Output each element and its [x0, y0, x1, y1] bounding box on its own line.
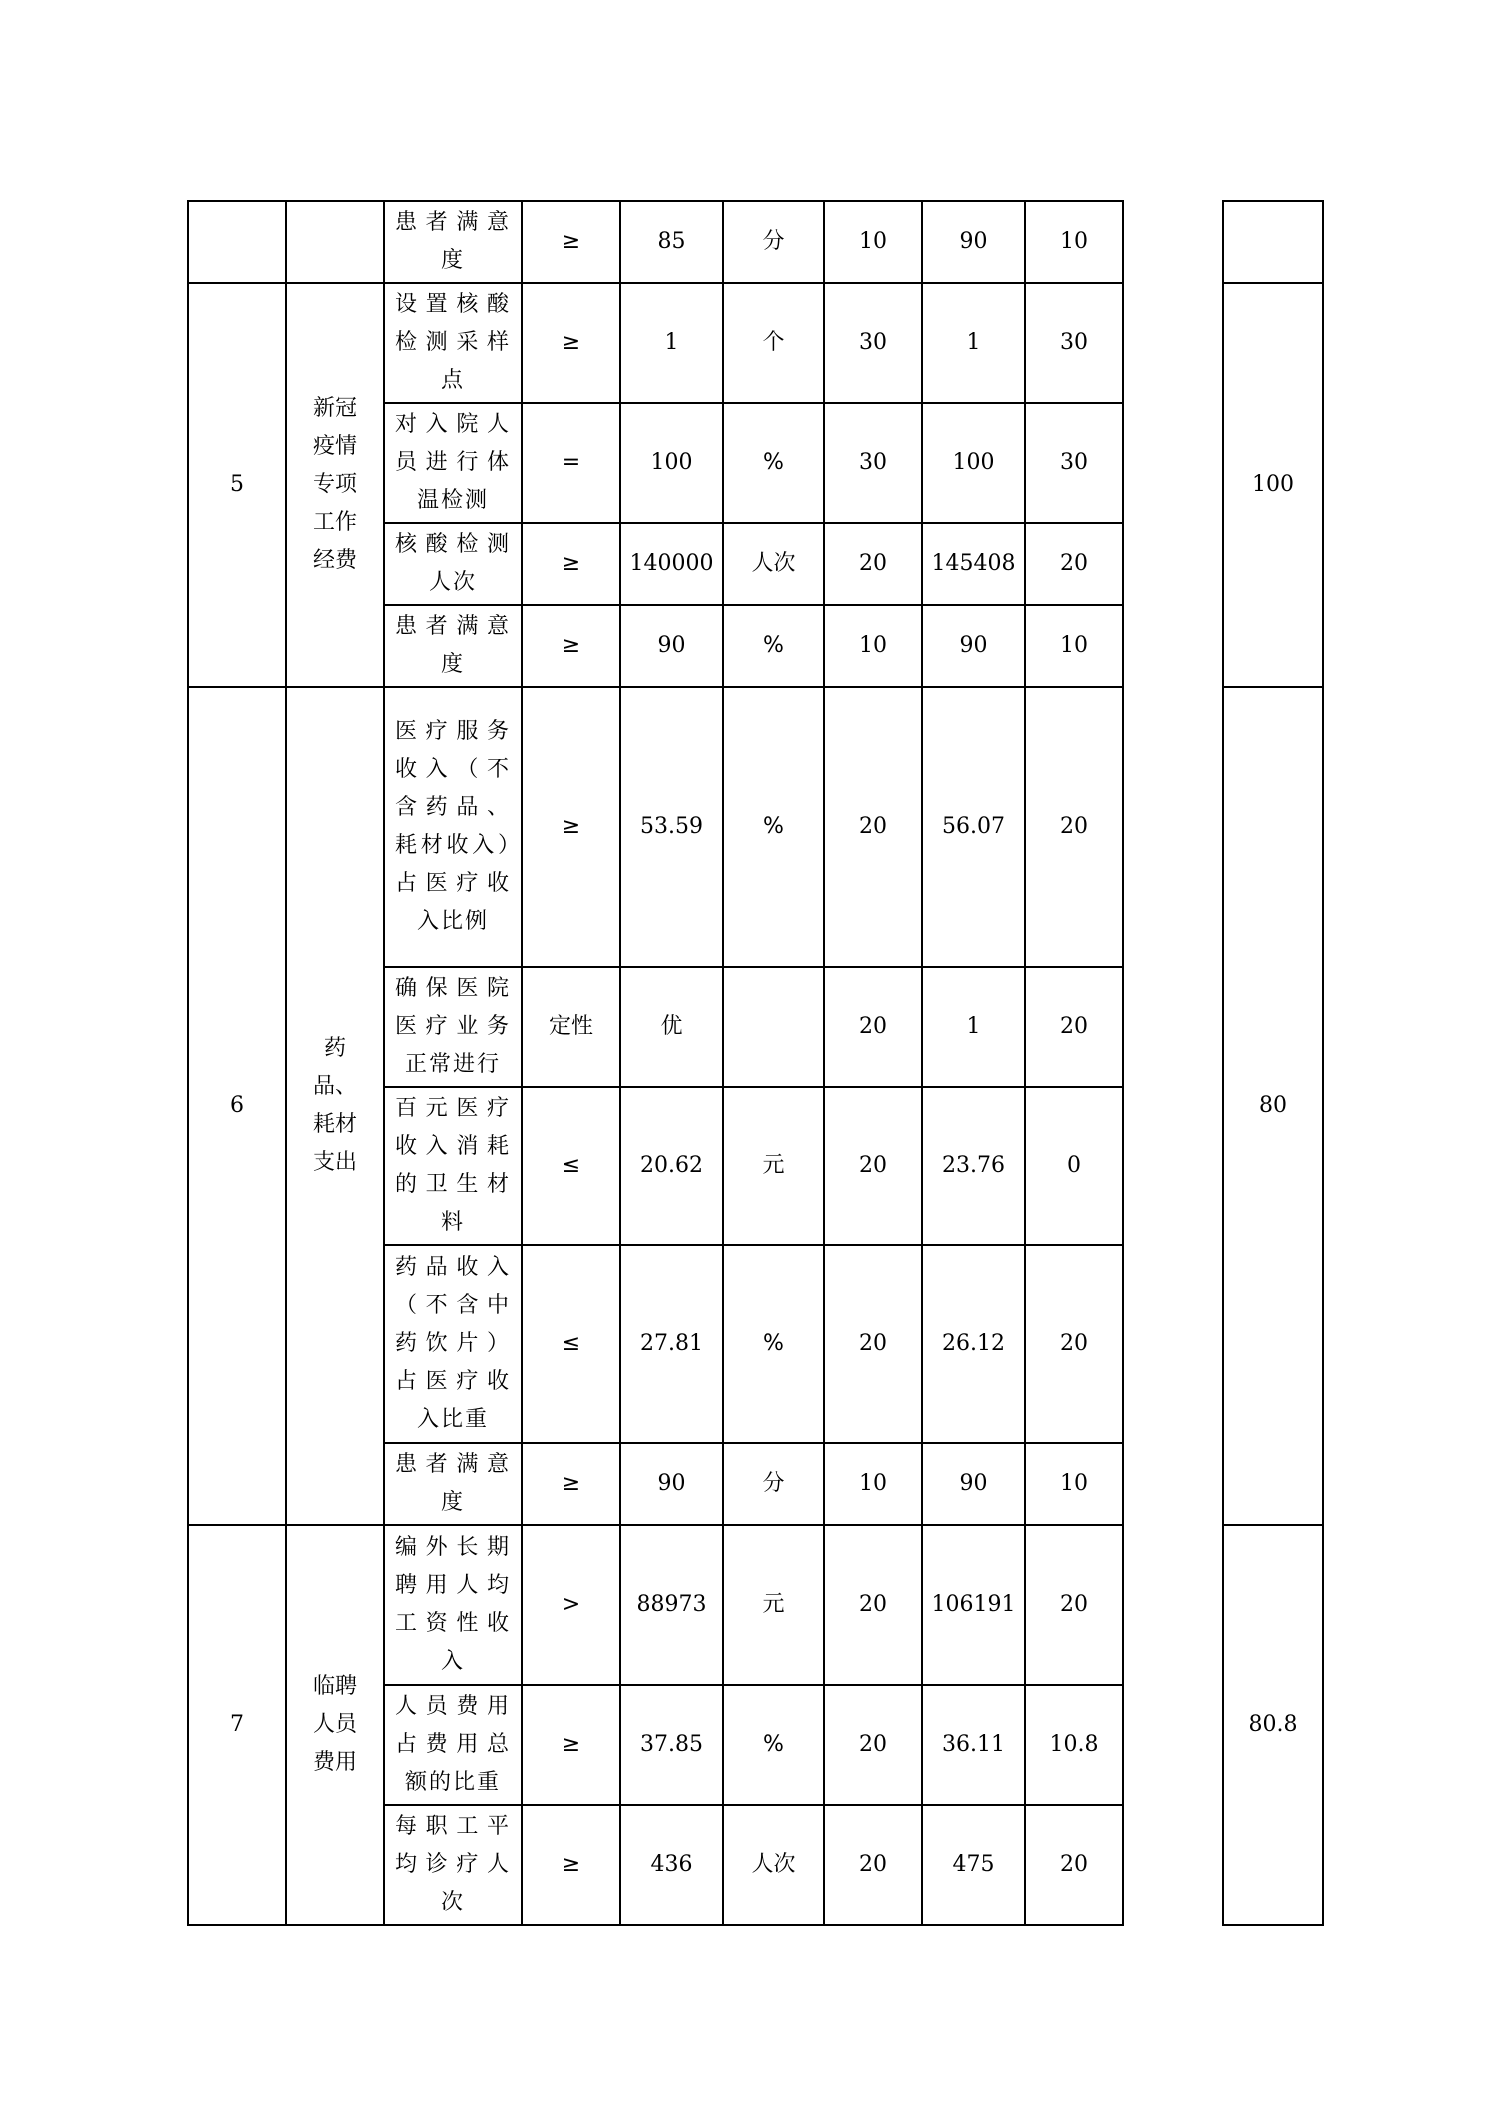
- project-score-cell: 80.8: [1223, 1525, 1323, 1925]
- operator-cell: ≥: [522, 687, 620, 967]
- indicator-cell: 患者满意度: [384, 201, 522, 283]
- unit-cell: %: [723, 605, 824, 687]
- indicator-score-cell: 10: [1025, 201, 1123, 283]
- operator-cell: ≥: [522, 1805, 620, 1925]
- project-name-cell: 药品、耗材支出: [286, 687, 384, 1525]
- operator-cell: ≥: [522, 1443, 620, 1525]
- indicator-score-cell: 20: [1025, 687, 1123, 967]
- table-row: [188, 1525, 1323, 1685]
- actual-value-cell: 90: [922, 605, 1025, 687]
- indicator-score-cell: 0: [1025, 1087, 1123, 1245]
- target-value-cell: 37.85: [620, 1685, 723, 1805]
- indicator-score-cell: 10: [1025, 1443, 1123, 1525]
- actual-value-cell: 26.12: [922, 1245, 1025, 1443]
- weight-cell: 10: [824, 201, 922, 283]
- unit-cell: %: [723, 1685, 824, 1805]
- indicator-score-cell: 20: [1025, 967, 1123, 1087]
- indicator-cell: 核酸检测人次: [384, 523, 522, 605]
- weight-cell: 20: [824, 1245, 922, 1443]
- operator-cell: ≥: [522, 605, 620, 687]
- indicator-cell: 设置核酸检测采样点: [384, 283, 522, 403]
- target-value-cell: 100: [620, 403, 723, 523]
- target-value-cell: 436: [620, 1805, 723, 1925]
- actual-value-cell: 100: [922, 403, 1025, 523]
- weight-cell: 20: [824, 1087, 922, 1245]
- table-row: [188, 201, 1323, 283]
- operator-cell: 定性: [522, 967, 620, 1087]
- project-score-cell: [1223, 201, 1323, 283]
- project-name-cell: 新冠疫情专项工作经费: [286, 283, 384, 687]
- unit-cell: %: [723, 687, 824, 967]
- actual-value-cell: 36.11: [922, 1685, 1025, 1805]
- actual-value-cell: 23.76: [922, 1087, 1025, 1245]
- unit-cell: %: [723, 403, 824, 523]
- actual-value-cell: 90: [922, 201, 1025, 283]
- indicator-cell: 编外长期聘用人均工资性收入: [384, 1525, 522, 1685]
- indicator-cell: 每职工平均诊疗人次: [384, 1805, 522, 1925]
- target-value-cell: 90: [620, 1443, 723, 1525]
- target-value-cell: 优: [620, 967, 723, 1087]
- unit-cell: 人次: [723, 523, 824, 605]
- project-score-cell: 80: [1223, 687, 1323, 1525]
- unit-cell: [723, 967, 824, 1087]
- weight-cell: 20: [824, 1525, 922, 1685]
- operator-cell: ≥: [522, 201, 620, 283]
- blank-column-cell: [1123, 283, 1223, 687]
- actual-value-cell: 1: [922, 967, 1025, 1087]
- indicator-cell: 患者满意度: [384, 605, 522, 687]
- unit-cell: %: [723, 1245, 824, 1443]
- unit-cell: 元: [723, 1525, 824, 1685]
- actual-value-cell: 106191: [922, 1525, 1025, 1685]
- actual-value-cell: 56.07: [922, 687, 1025, 967]
- unit-cell: 分: [723, 201, 824, 283]
- target-value-cell: 53.59: [620, 687, 723, 967]
- unit-cell: 元: [723, 1087, 824, 1245]
- actual-value-cell: 145408: [922, 523, 1025, 605]
- operator-cell: ≤: [522, 1245, 620, 1443]
- operator-cell: ≥: [522, 523, 620, 605]
- performance-evaluation-table: [187, 200, 1324, 1926]
- weight-cell: 30: [824, 283, 922, 403]
- indicator-score-cell: 30: [1025, 403, 1123, 523]
- sequence-number-cell: 6: [188, 687, 286, 1525]
- target-value-cell: 20.62: [620, 1087, 723, 1245]
- sequence-number-cell: [188, 201, 286, 283]
- table-body: [188, 201, 1323, 1925]
- indicator-cell: 百元医疗收入消耗的卫生材料: [384, 1087, 522, 1245]
- operator-cell: =: [522, 403, 620, 523]
- blank-column-cell: [1123, 687, 1223, 1525]
- indicator-cell: 医疗服务收入（不含药品、耗材收入）占医疗收入比例: [384, 687, 522, 967]
- operator-cell: ≥: [522, 1685, 620, 1805]
- unit-cell: 分: [723, 1443, 824, 1525]
- weight-cell: 10: [824, 1443, 922, 1525]
- indicator-score-cell: 10.8: [1025, 1685, 1123, 1805]
- indicator-score-cell: 20: [1025, 1805, 1123, 1925]
- project-name-cell: [286, 201, 384, 283]
- indicator-cell: 药品收入（不含中药饮片）占医疗收入比重: [384, 1245, 522, 1443]
- indicator-cell: 确保医院医疗业务正常进行: [384, 967, 522, 1087]
- target-value-cell: 27.81: [620, 1245, 723, 1443]
- operator-cell: >: [522, 1525, 620, 1685]
- actual-value-cell: 1: [922, 283, 1025, 403]
- unit-cell: 人次: [723, 1805, 824, 1925]
- indicator-score-cell: 20: [1025, 1245, 1123, 1443]
- indicator-cell: 人员费用占费用总额的比重: [384, 1685, 522, 1805]
- actual-value-cell: 475: [922, 1805, 1025, 1925]
- blank-column-cell: [1123, 1525, 1223, 1925]
- indicator-score-cell: 30: [1025, 283, 1123, 403]
- operator-cell: ≤: [522, 1087, 620, 1245]
- sequence-number-cell: 5: [188, 283, 286, 687]
- indicator-score-cell: 10: [1025, 605, 1123, 687]
- actual-value-cell: 90: [922, 1443, 1025, 1525]
- weight-cell: 20: [824, 967, 922, 1087]
- operator-cell: ≥: [522, 283, 620, 403]
- weight-cell: 20: [824, 1805, 922, 1925]
- indicator-cell: 患者满意度: [384, 1443, 522, 1525]
- target-value-cell: 88973: [620, 1525, 723, 1685]
- indicator-score-cell: 20: [1025, 1525, 1123, 1685]
- target-value-cell: 1: [620, 283, 723, 403]
- table-row: [188, 283, 1323, 403]
- sequence-number-cell: 7: [188, 1525, 286, 1925]
- target-value-cell: 90: [620, 605, 723, 687]
- weight-cell: 30: [824, 403, 922, 523]
- target-value-cell: 140000: [620, 523, 723, 605]
- blank-column-cell: [1123, 201, 1223, 283]
- project-name-cell: 临聘人员费用: [286, 1525, 384, 1925]
- unit-cell: 个: [723, 283, 824, 403]
- table-row: [188, 687, 1323, 967]
- target-value-cell: 85: [620, 201, 723, 283]
- weight-cell: 20: [824, 687, 922, 967]
- weight-cell: 20: [824, 523, 922, 605]
- indicator-score-cell: 20: [1025, 523, 1123, 605]
- project-score-cell: 100: [1223, 283, 1323, 687]
- indicator-cell: 对入院人员进行体温检测: [384, 403, 522, 523]
- weight-cell: 20: [824, 1685, 922, 1805]
- weight-cell: 10: [824, 605, 922, 687]
